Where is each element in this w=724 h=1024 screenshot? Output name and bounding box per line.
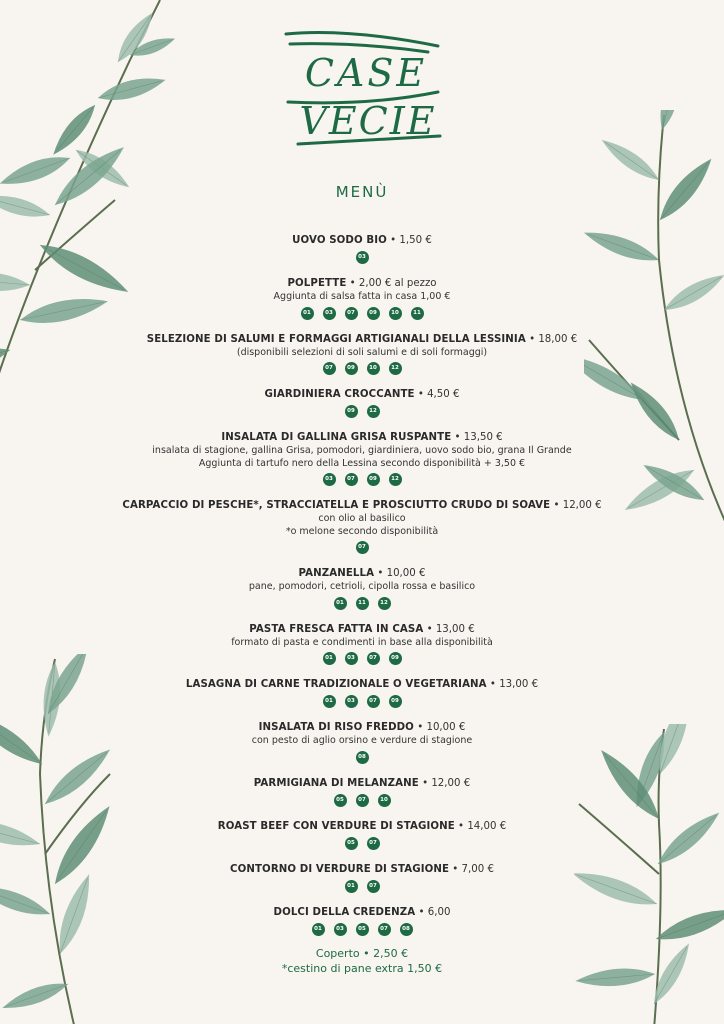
menu-item-price: 14,00 € (467, 820, 507, 832)
menu-item-price: 2,00 € al pezzo (358, 278, 437, 289)
logo-line1: CASE (304, 51, 428, 95)
menu-item-description: insalata di stagione, gallina Grisa, pomodori, giardiniera, uovo sodo bio, grana Il Grande (152, 445, 572, 456)
allergen-badge: 01 (301, 307, 314, 320)
menu-item (0, 678, 724, 708)
allergen-badge: 12 (389, 473, 402, 486)
allergen-badge: 05 (356, 923, 369, 936)
allergen-badge: 12 (367, 405, 380, 418)
allergen-badge: 10 (378, 794, 391, 807)
logo-line2: VECIE (299, 99, 437, 143)
menu-item-description: Aggiunta di salsa fatta in casa 1,00 € (273, 291, 451, 302)
coperto-price: Coperto • 2,50 € (315, 947, 409, 960)
menu-item (0, 863, 724, 893)
allergen-list (0, 794, 724, 807)
menu-item (0, 499, 724, 554)
menu-item-description: Aggiunta di tartufo nero della Lessina secondo disponibilità + 3,50 € (198, 457, 526, 469)
allergen-badge: 08 (356, 751, 369, 764)
menu-item-description: *o melone secondo disponibilità (285, 525, 439, 537)
menu-item-price: 12,00 € (562, 500, 602, 511)
menu-item-heading (0, 277, 724, 291)
allergen-badge: 10 (367, 362, 380, 375)
allergen-badge: 07 (345, 473, 358, 486)
menu-item-price: 18,00 € (538, 333, 578, 345)
price-separator: • (529, 333, 536, 345)
allergen-badge: 08 (400, 923, 413, 936)
allergen-badge: 07 (367, 837, 380, 850)
menu-item-name: DOLCI DELLA CREDENZA (273, 906, 416, 918)
allergen-badge: 07 (356, 541, 369, 554)
price-separator: • (489, 679, 496, 690)
menu-item-price: 13,50 € (463, 432, 503, 443)
menu-item-name: CARPACCIO DI PESCHE*, STRACCIATELLA E PROSCIUTTO CRUDO DI SOAVE (122, 500, 551, 511)
menu-item-name: UOVO SODO BIO (292, 235, 387, 246)
price-separator: • (452, 863, 459, 875)
allergen-list (0, 473, 724, 486)
menu-item-heading (0, 388, 724, 402)
menu-item-price: 7,00 € (461, 863, 494, 875)
menu-item-name: INSALATA DI RISO FREDDO (258, 722, 414, 733)
menu-item-heading (0, 499, 724, 513)
menu-item-name: ROAST BEEF CON VERDURE DI STAGIONE (217, 820, 455, 832)
allergen-badge: 07 (367, 880, 380, 893)
menu-item-heading (0, 234, 724, 248)
allergen-list (0, 751, 724, 764)
menu-item (0, 777, 724, 807)
menu-item-description: con pesto di aglio orsino e verdure di stagione (251, 735, 473, 746)
footer (0, 946, 724, 976)
price-separator: • (454, 432, 461, 443)
menu-item-price: 10,00 € (426, 722, 466, 733)
allergen-list (0, 652, 724, 665)
menu-item-name: PARMIGIANA DI MELANZANE (253, 777, 419, 789)
price-separator: • (390, 235, 397, 246)
menu-item-name: PASTA FRESCA FATTA IN CASA (249, 623, 424, 635)
menu-item-name: CONTORNO DI VERDURE DI STAGIONE (230, 863, 450, 875)
menu-item (0, 623, 724, 666)
price-separator: • (418, 906, 425, 918)
allergen-badge: 07 (367, 695, 380, 708)
allergen-badge: 05 (345, 837, 358, 850)
menu-item (0, 906, 724, 936)
case-vecie-logo (278, 24, 448, 156)
allergen-badge: 01 (345, 880, 358, 893)
menu-item-price: 12,00 € (431, 777, 471, 789)
menu-item-heading (0, 333, 724, 347)
allergen-badge: 03 (323, 473, 336, 486)
menu-item-price: 13,00 € (435, 623, 475, 635)
menu-item-price: 1,50 € (399, 235, 432, 246)
allergen-list (0, 880, 724, 893)
menu-item-heading (0, 678, 724, 692)
price-separator: • (553, 500, 560, 511)
menu-item-description: con olio al basilico (318, 513, 406, 524)
allergen-badge: 01 (334, 597, 347, 610)
menu-list (0, 234, 724, 949)
menu-item-description: pane, pomodori, cetrioli, cipolla rossa e basilico (248, 581, 476, 592)
allergen-list (0, 923, 724, 936)
menu-item-heading (0, 721, 724, 735)
allergen-list (0, 307, 724, 320)
menu-item-description: (disponibili selezioni di soli salumi e di soli formaggi) (236, 346, 488, 358)
price-separator: • (349, 278, 356, 289)
price-separator: • (458, 820, 465, 832)
menu-item-price: 13,00 € (499, 679, 539, 690)
price-separator: • (417, 722, 424, 733)
allergen-badge: 03 (356, 251, 369, 264)
allergen-badge: 07 (378, 923, 391, 936)
allergen-badge: 07 (323, 362, 336, 375)
menu-item-heading (0, 777, 724, 791)
price-separator: • (377, 568, 384, 579)
allergen-badge: 03 (334, 923, 347, 936)
allergen-list (0, 362, 724, 375)
price-separator: • (422, 777, 429, 789)
allergen-badge: 01 (323, 652, 336, 665)
allergen-badge: 12 (389, 362, 402, 375)
allergen-badge: 01 (323, 695, 336, 708)
menu-item-price: 6,00 (427, 906, 451, 918)
menu-item-name: SELEZIONE DI SALUMI E FORMAGGI ARTIGIANALI DELLA LESSINIA (146, 333, 526, 345)
menu-item (0, 388, 724, 418)
allergen-badge: 05 (334, 794, 347, 807)
allergen-list (0, 597, 724, 610)
menu-item (0, 721, 724, 764)
allergen-list (0, 837, 724, 850)
allergen-badge: 09 (389, 652, 402, 665)
menu-item-name: GIARDINIERA CROCCANTE (264, 389, 415, 400)
allergen-list (0, 695, 724, 708)
allergen-badge: 07 (356, 794, 369, 807)
allergen-badge: 09 (389, 695, 402, 708)
allergen-badge: 12 (378, 597, 391, 610)
menu-item-name: PANZANELLA (298, 568, 375, 579)
bread-note: *cestino di pane extra 1,50 € (281, 962, 443, 975)
menu-item-price: 4,50 € (427, 389, 460, 400)
menu-item-name: POLPETTE (287, 278, 347, 289)
allergen-list (0, 251, 724, 264)
allergen-badge: 01 (312, 923, 325, 936)
menu-item (0, 333, 724, 376)
allergen-badge: 09 (367, 473, 380, 486)
allergen-badge: 03 (345, 695, 358, 708)
menu-item (0, 567, 724, 610)
menu-item-heading (0, 431, 724, 445)
menu-item (0, 234, 724, 264)
allergen-badge: 07 (367, 652, 380, 665)
menu-item-heading (0, 863, 724, 877)
allergen-badge: 09 (345, 405, 358, 418)
allergen-badge: 11 (356, 597, 369, 610)
menu-item-price: 10,00 € (386, 568, 426, 579)
menu-item-heading (0, 906, 724, 920)
menu-item-name: INSALATA DI GALLINA GRISA RUSPANTE (221, 432, 452, 443)
price-separator: • (426, 623, 433, 635)
menu-item-name: LASAGNA DI CARNE TRADIZIONALE O VEGETARIANA (185, 679, 487, 690)
page-title: MENÙ (335, 183, 389, 201)
allergen-list (0, 541, 724, 554)
menu-item (0, 277, 724, 320)
allergen-badge: 03 (345, 652, 358, 665)
menu-item-heading (0, 623, 724, 637)
price-separator: • (417, 389, 424, 400)
allergen-badge: 07 (345, 307, 358, 320)
menu-item-description: formato di pasta e condimenti in base alla disponibilità (231, 636, 493, 648)
allergen-list (0, 405, 724, 418)
menu-item (0, 820, 724, 850)
allergen-badge: 11 (411, 307, 424, 320)
menu-item-heading (0, 820, 724, 834)
allergen-badge: 09 (345, 362, 358, 375)
allergen-badge: 09 (367, 307, 380, 320)
menu-item (0, 431, 724, 486)
allergen-badge: 03 (323, 307, 336, 320)
allergen-badge: 10 (389, 307, 402, 320)
menu-item-heading (0, 567, 724, 581)
